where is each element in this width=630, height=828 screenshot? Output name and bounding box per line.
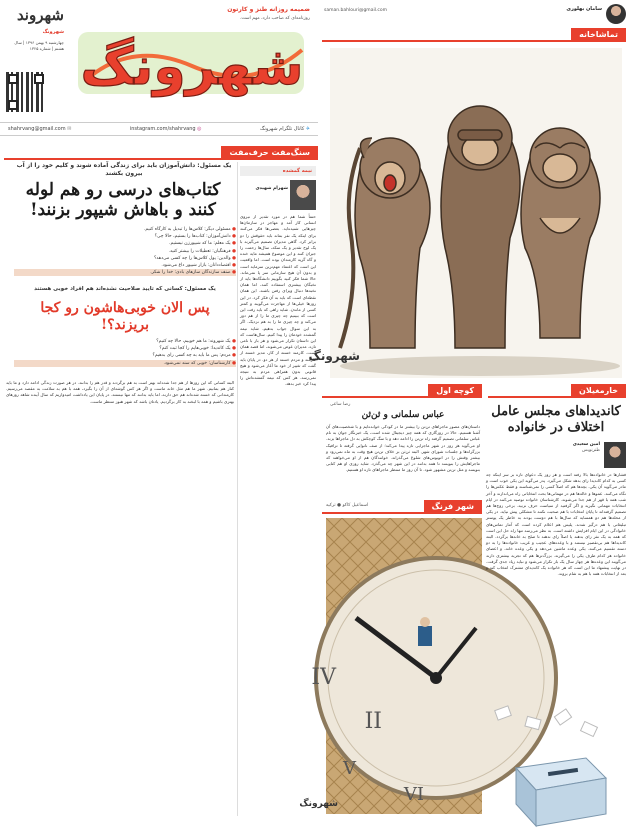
ballot-box-illustration — [486, 708, 626, 828]
avatar — [606, 4, 626, 24]
telegram-icon: ✈ — [305, 126, 310, 132]
section-label: تماشاخانه — [571, 28, 626, 41]
mid-column-text: داستان‌های مصور ماجراهای تن‌تن را بیشتر ما در کودکی خوانده‌ایم و با شخصیت‌های آن آشنا هستیم. حالا در روزگاری که همه چیز دیجیتال شده است، یک خبرنگار جوان به نام عباس سلمانی تصمیم گرفته راه تن‌تن را ادامه دهد و با سگ کوچکش به دل ماجراها بزند. او می‌گوید هر روز در شهر ماجرایی تازه پیدا می‌کند؛ از صف نانوایی گرفته تا ترافیک بزرگراه‌ها و جلسات شورای شهر. البته ثن‌ثن بر خلاف تن‌تن هیچ وقت به ماه نمی‌رود و بیشتر وقتش را در اتوبوس‌های شلوغ می‌گذراند. خوانندگان هم از او می‌خواهند که ماجراهایش را بنویسد تا همه بدانند در این شهر چه می‌گذرد. شاید روزی او هم کتابی بنویسد و مثل تن‌تن مشهور شود. تا آن روز ما منتظر ماجراهای تازه او هستیم. — [326, 424, 480, 473]
bullet-item: ● مردم: پس ما باید به چه کسی رای بدهیم؟ — [152, 353, 236, 359]
mid-column-bar — [322, 384, 482, 398]
mid-column-author: رضا ساعی — [330, 402, 351, 407]
bullet-item: ● مسئولی دیگر: کلاس‌ها را تبدیل به کارگاه کنیم. — [144, 227, 236, 232]
bullet-item: ● دانش‌آموزان: کتاب‌ها را بستیم، حالا چی؟ — [154, 234, 236, 240]
author-avatar — [604, 442, 626, 468]
bullet-item: ● اقتصاددانان: بازار شیپور داغ می‌شود. — [161, 263, 236, 269]
lower-left-panel — [6, 380, 234, 814]
left-article-headline: کاندیداهای مجلس عامل اختلاف در خانواده — [491, 404, 621, 435]
left-article-author: امین سعیدی — [572, 442, 600, 447]
mid-column-label: کوچه اول — [428, 384, 482, 397]
shahrfarang-label: شهر فرنگ — [424, 500, 482, 513]
bullet-item: ● فرهنگیان: تعطیلات را بیشتر کنید. — [168, 248, 236, 254]
cartoonist-name: سامان بهلوری — [566, 6, 602, 12]
cartoonist-email: saman.bahlouri@gmail.com — [324, 8, 387, 13]
divider — [237, 162, 238, 816]
main-story-headline: کتاب‌های درسی رو هم لوله کنند و باهاش شیپور بزنند! — [25, 180, 221, 220]
email-link[interactable]: ✉ shahrvang@gmail.com — [8, 126, 72, 132]
left-article-author-role: طنزنویس — [582, 448, 600, 453]
shahrfarang-bar — [322, 500, 482, 514]
cartoon-signature: شهرونگ — [299, 799, 338, 809]
monkeys-cartoon — [308, 48, 622, 378]
instagram-icon: ◎ — [197, 126, 202, 132]
column-right-text: حتماً شما هم در مورد تقدیر از نیروی انسانی کار آمد و مهاجر در سازمان‌ها چیزهایی شنیده‌اید. بعضی‌ها فکر می‌کنند برای اینکه یک نفر بماند باید حقوقش را دو برابر کرد. گاهی مدیران تصمیم می‌گیرند با یک لوح تقدیر و یک سکه، سال‌ها زحمت را جبران کنند و این موضوع همیشه مایه خنده و گاه گریه کارمندان بوده است. اما واقعیت این است که اعتماد مهم‌ترین سرمایه است و بدون آن هیچ سازمانی سر پا نمی‌ماند. حالا شما فکر کنید بگوییم دانشگاه‌ها باید از نخبگان بیشتری استفاده کنند، اما همان نخبه‌ها دنبال ویزای رفتن باشند. این همان نقطه‌ای است که باید به آن فکر کرد. در این روزها خیلی‌ها از مهاجرت می‌گویند و کمتر کسی از ماندن. شاید راهی که باید رفت این است که ببینیم چه چیزی ما را از هم دور می‌کند و چه چیزی ما را به هم نزدیک. اگر به این سوال جواب بدهیم، شاید نیمه گمشده خودمان را پیدا کنیم. سال‌هاست که این داستان تکرار می‌شود و هر بار با نامی تازه. مدیران عوض می‌شوند، اما قصه همان است. کارمند خسته از کار، مدیر خسته از کارمند و مردم خسته از هر دو. در پایان باید گفت که تغییر از خود ما آغاز می‌شود و هیچ قانونی بدون همراهی مردم به نتیجه نمی‌رسد. هر کس که نیمه گمشده‌اش را پیدا کرد خبر بدهد. — [240, 214, 316, 387]
shahrfarang-author: اسماعیل کاکو ● ترکیه — [326, 503, 369, 508]
left-article-container — [486, 400, 626, 814]
bullet-item: ● یک کاندیدا: خوبی‌هایم را کجا ثبت کنم؟ — [159, 346, 236, 352]
telegram-link[interactable]: ✈ کانال تلگرام شهرونگ — [259, 126, 310, 132]
masthead-editor-note: روزنامه‌ای که صاحب دارد، مهم است. — [239, 16, 310, 21]
left-article-text: فشارها در خانواده‌ها بالا رفته است و هر روز یک دعوای تازه بر سر اینکه چه کسی به کدام کاندیدا رای بدهد شکل می‌گیرد. پدر می‌گوید این یکی خوب است و مادر می‌گوید آن یکی. بچه‌ها هم که اصلاً کسی را نمی‌شناسند و فقط عکس‌ها را نگاه می‌کنند. عموها و خاله‌ها هم در مهمانی‌ها بحث انتخاباتی راه می‌اندازند و آخر شب همه با قهر از هم جدا می‌شوند. کارشناسان خانواده توصیه می‌کنند در ایام انتخابات مهمانی نگیرید و اگر گرفتید از سیاست حرف نزنید. برخی زوج‌ها هم تصمیم گرفته‌اند تا پایان انتخابات با هم صحبت نکنند تا مشکلی پیش نیاید. در یکی از محله‌ها هم دو همسایه که سال‌ها با هم دوست بودند به خاطر یک پوستر تبلیغاتی با هم درگیر شدند. پلیس هم اعلام کرده است که آمار تماس‌های خانوادگی در این ایام افزایش داشته است. به نظر می‌رسد تنها راه حل این است که همه به یک نفر رای بدهند یا اصلاً رای ندهند تا صلح به خانه‌ها برگردد. البته کاندیداها هم بی‌تقصیر نیستند و با وعده‌های عجیب و غریب خانواده‌ها را به دو دسته تقسیم می‌کنند. یکی وعده ماشین می‌دهد و یکی وعده خانه، و اعضای خانواده هر کدام طرف یکی را می‌گیرند. بزرگ‌ترها هم که تجربه بیشتری دارند می‌گویند این وعده‌ها هر چهار سال یک بار تکرار می‌شود و نباید زیاد جدی گرفت. در نهایت پیشنهاد ما این است که هر خانواده یک کاندیدای مشترک انتخاب کند و بعد از انتخابات همه با هم به شام بروند. — [486, 472, 626, 577]
mid-column-headline: عباس سلمانی و ثن‌ثن — [361, 410, 445, 420]
main-story-kicker: یک مسئول: دانش‌آموزان باید برای زندگی آماده شوند و کلیم خود را از آب بیرون بکشند — [16, 162, 232, 177]
instagram-link[interactable]: ◎ instagram.com/shahrvang — [129, 126, 202, 132]
main-story-bullets — [14, 226, 236, 276]
masthead-logo — [72, 10, 312, 108]
cartoonist-byline — [322, 4, 626, 26]
column-right-author: شهرام شهیدی — [255, 186, 288, 191]
qr-code-icon — [6, 72, 46, 112]
bullet-item: ● کارشناسان: خوبی که سند نمی‌شود. — [14, 360, 236, 367]
main-story-section-bar — [4, 146, 318, 160]
clock-numeral: II — [364, 709, 382, 734]
cartoon-signature: شهرونگ — [308, 349, 360, 363]
masthead — [0, 0, 318, 140]
masthead-date: چهارشنبه ۹ بهمن ۱۳۹۶ | سال هشتم | شماره ۱۳۲۵ — [14, 40, 64, 51]
column-right-avatar — [290, 180, 316, 210]
main-story-kicker-2: یک مسئول: کسانی که تایید صلاحیت نشده‌اند هم افراد خوبی هستند — [34, 286, 216, 292]
social-strip — [0, 122, 318, 136]
clock-cartoon — [299, 518, 482, 814]
clock-numeral: V — [343, 758, 356, 779]
main-story-section-label: سنگ‌مفت حرف‌مفت — [221, 146, 318, 159]
bullet-item: ● یک معلم: ما که شیپورزن نیستیم. — [169, 241, 236, 247]
tamashakhaneh-header — [322, 28, 626, 42]
bullet-item: ● صنف سازندگان سازهای بادی: خدا را شکر. — [14, 269, 236, 276]
clock-numeral: VI — [403, 784, 424, 805]
logo-text: شهرونگ — [80, 37, 304, 97]
bullet-item: ● یک شهروند: ما هم خوبیم، حالا چه کنیم؟ — [156, 339, 236, 344]
main-story-headline-2: پس الان خوبی‌هاشون رو کجا بریزند؟! — [40, 300, 210, 333]
masthead-badge: شهروند — [16, 6, 64, 24]
clock-numeral: IV — [311, 665, 336, 690]
column-right-header: نیمه گمشده — [240, 166, 316, 176]
mail-icon: ✉ — [67, 126, 72, 132]
main-story-bullets-2 — [14, 338, 236, 367]
masthead-tagline-small: شهرونگ — [42, 29, 64, 35]
masthead-tagline: ضمیمه روزانه طنز و کارتون — [227, 6, 310, 13]
lower-left-text: البته کسانی که این روزها از هم جدا شده‌اند بهتر است به هم برگردند و قدر هم را بدانند. در هر صورت زندگی ادامه دارد و ما باید کنار هم بمانیم. شهر ما هم مثل خانه ماست و اگر هر کس گوشه‌ای از آن را بگیرد، همه با هم به سلامت به مقصد می‌رسیم. کارمندانی که خسته شده‌اند هم حق دارند، اما باید بدانند که تنها نیستند. در پایان این یادداشت امیدواریم که سال آینده شاهد روزهای بهتری باشیم و همه با لبخند به کار برگردیم. یادتان باشد که شهر هنوز منتظر ماست. — [6, 380, 234, 404]
left-article-label: خارمغیلان — [571, 384, 626, 397]
left-article-header — [486, 384, 626, 398]
bullet-item: ● والدین: پول کلاس‌ها را چه کسی می‌دهد؟ — [153, 255, 236, 261]
